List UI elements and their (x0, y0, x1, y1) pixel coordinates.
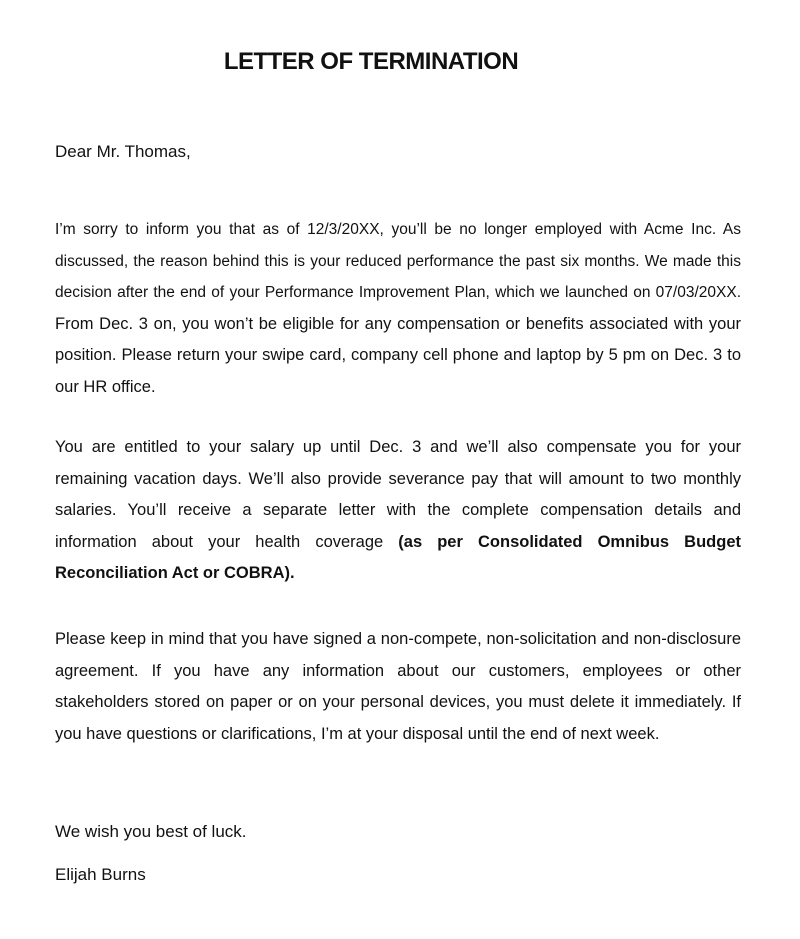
paragraph-compensation (55, 432, 741, 590)
paragraph-termination-notice-part2: From Dec. 3 on, you won’t be eligible for any compensation or benefits associated with your position. Please return your swipe card, company cell phone and laptop by 5 pm on Dec. 3 to our HR office. (55, 314, 741, 396)
paragraph-agreements: Please keep in mind that you have signed a non-compete, non-solicitation and non-disclosure agreement. If you have any information about our customers, employees or other stakeholders stored on paper or on your personal devices, you must delete it immediately. If you have questions or clarifications, I’m at your disposal until the end of next week. (55, 630, 741, 743)
paragraph-termination-notice-part1: I’m sorry to inform you that as of 12/3/20XX, you’ll be no longer employed with Acme Inc. As discussed, the reason behind this is your reduced performance the past six months. We made this decision after the end of your Performance Improvement Plan, which we launched on 07/03/20XX. (55, 221, 741, 302)
closing-line: We wish you best of luck. (55, 822, 247, 841)
letter-title: LETTER OF TERMINATION (223, 48, 519, 75)
salutation: Dear Mr. Thomas, (55, 142, 191, 161)
paragraph-compensation-cobra: (as per Consolidated Omnibus Budget Reconciliation Act or COBRA). (55, 532, 742, 583)
paragraph-compensation-text: You are entitled to your salary up until Dec. 3 and we’ll also compensate you for your remaining vacation days. We’ll also provide severance pay that will amount to two monthly salaries. You’ll receive a separate letter with the complete compensation details and information about your health coverage (55, 438, 741, 551)
signature-name: Elijah Burns (55, 865, 146, 884)
paragraph-termination-notice (55, 214, 741, 404)
